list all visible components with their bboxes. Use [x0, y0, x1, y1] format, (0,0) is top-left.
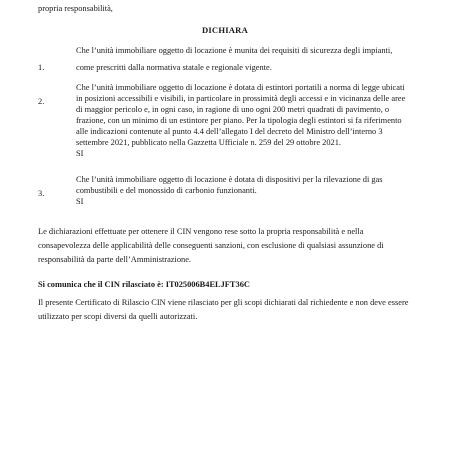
declaration-2-line: frazione, con un minimo di un estintore per piano. Per la tipologia degli estintori si fa riferimento	[76, 116, 402, 125]
declaration-1-line: come prescritti dalla normativa statale e regionale vigente.	[76, 63, 272, 72]
final-line: utilizzato per scopi diversi da quelli autorizzati.	[38, 312, 198, 321]
declaration-2	[76, 82, 416, 159]
final-line: Il presente Certificato di Rilascio CIN viene rilasciato per gli scopi dichiarati dal richiedente e non deve essere	[38, 298, 409, 307]
declaration-3-line: Che l’unità immobiliare oggetto di locazione è dotata di dispositivi per la rilevazione di gas	[76, 175, 383, 184]
declaration-3-line: combustibili e del monossido di carbonio funzionanti.	[76, 186, 257, 195]
closing-line: consapevolezza delle applicabilità delle conseguenti sanzioni, con esclusione di qualsiasi assunzione di	[38, 241, 384, 250]
declaration-1-number: 1.	[38, 63, 45, 72]
declaration-2-line: Che l’unità immobiliare oggetto di locazione è dotata di estintori portatili a norma di legge ubicati	[76, 83, 405, 92]
declaration-2-line: in posizioni accessibili e visibili, in particolare in prossimità degli accessi e in vicinanza delle aree	[76, 94, 406, 103]
closing-line: Le dichiarazioni effettuate per ottenere il CIN vengono rese sotto la propria responsabilità e nella	[38, 227, 364, 236]
declaration-2-line: settembre 2021, pubblicato nella Gazzetta Ufficiale n. 259 del 29 ottobre 2021.	[76, 138, 341, 147]
declaration-3-answer: SI	[76, 197, 84, 206]
declaration-3-number: 3.	[38, 189, 45, 198]
declaration-3	[76, 174, 416, 207]
declaration-2-answer: SI	[76, 149, 84, 158]
declaration-1-line: Che l’unità immobiliare oggetto di locazione è munita dei requisiti di sicurezza degli impianti,	[76, 46, 393, 55]
cin-notice: Si comunica che il CIN rilasciato è: IT025006B4ELJFT36C	[38, 280, 250, 289]
declaration-2-line: di maggior pericolo e, in ogni caso, in ragione di uno ogni 200 metri quadrati di pavimento, o	[76, 105, 390, 114]
top-text-fragment: propria responsabilità,	[38, 4, 113, 13]
declaration-1	[76, 45, 416, 73]
declaration-2-line: alle indicazioni contenute al punto 4.4 dell’allegato I del decreto del Ministro dell’interno 3	[76, 127, 383, 136]
declaration-2-number: 2.	[38, 97, 45, 106]
heading-dichiara: DICHIARA	[201, 25, 248, 35]
closing-line: responsabilità da parte dell’Amministrazione.	[38, 255, 192, 264]
